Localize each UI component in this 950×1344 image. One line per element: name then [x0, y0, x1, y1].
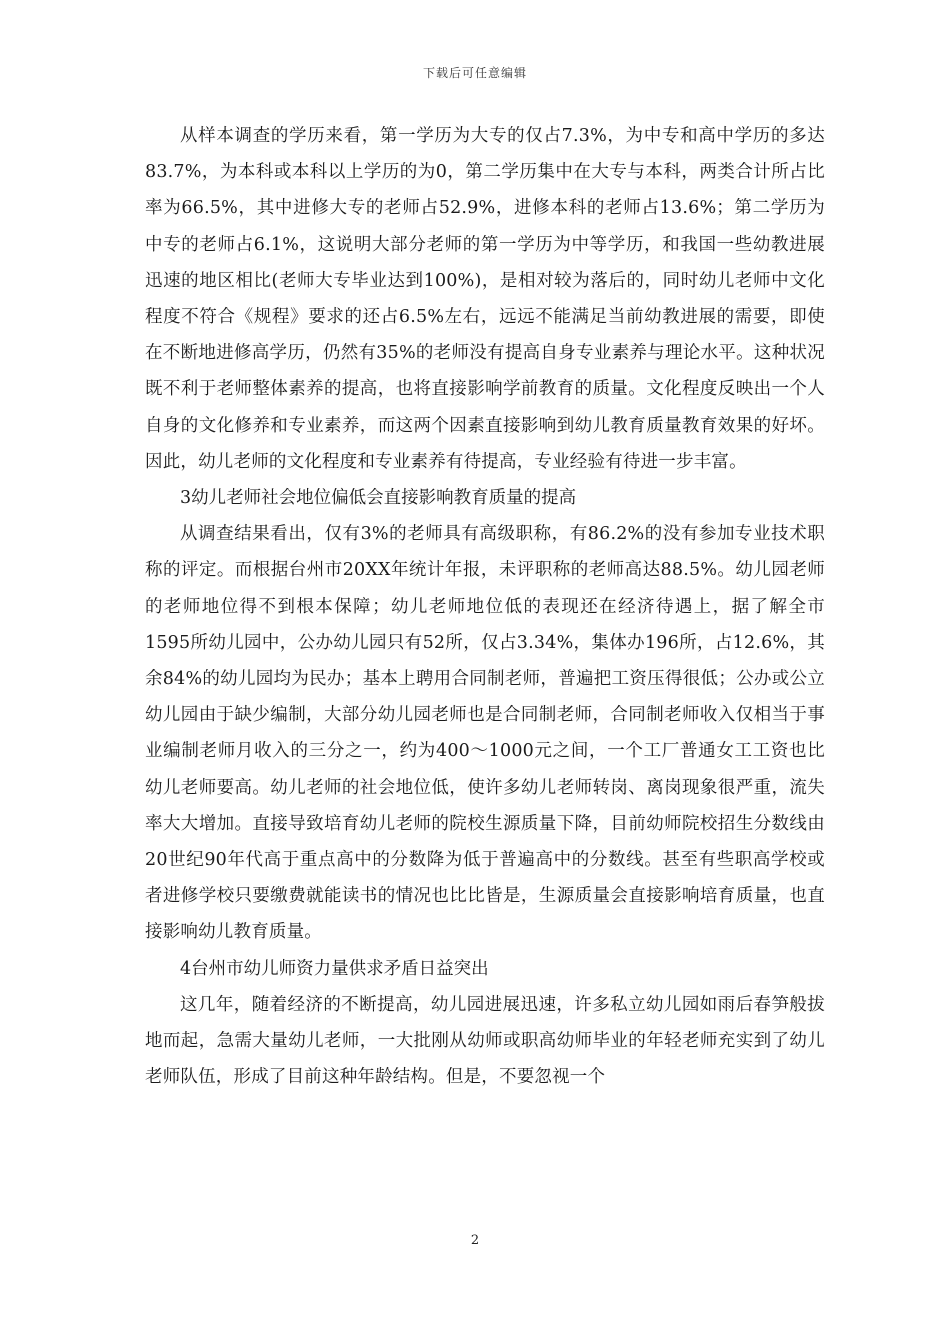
section-heading-3: 3幼儿老师社会地位偏低会直接影响教育质量的提高	[180, 488, 577, 509]
paragraph-social-status: 从调查结果看出，仅有3%的老师具有高级职称，有86.2%的没有参加专业技术职称的评定。而根据台州市20XX年统计年报，未评职称的老师高达88.5%。幼儿园老师的老师地位得不到根本保障；幼儿老师地位低的表现还在经济待遇上，据了解全市1595所幼儿园中，公办幼儿园只有52所，仅占3.34%，集体办196所，占12.6%，其余84%的幼儿园均为民办；基本上聘用合同制老师，普遍把工资压得很低；公办或公立幼儿园由于缺少编制，大部分幼儿园老师也是合同制老师，合同制老师收入仅相当于事业编制老师月收入的三分之一，约为400～1000元之间，一个工厂普通女工工资也比幼儿老师要高。幼儿老师的社会地位低，使许多幼儿老师转岗、离岗现象很严重，流失率大大增加。直接导致培育幼儿老师的院校生源质量下降，目前幼师院校招生分数线由20世纪90年代高于重点高中的分数降为低于普遍高中的分数线。甚至有些职高学校或者进修学校只要缴费就能读书的情况也比比皆是，生源质量会直接影响培育质量，也直接影响幼儿教育质量。	[145, 524, 825, 943]
document-body	[145, 118, 825, 1095]
section-heading-4: 4台州市幼儿师资力量供求矛盾日益突出	[180, 958, 489, 979]
paragraph-education-background: 从样本调查的学历来看，第一学历为大专的仅占7.3%，为中专和高中学历的多达83.7%，为本科或本科以上学历的为0，第二学历集中在大专与本科，两类合计所占比率为66.5%，其中进修大专的老师占52.9%，进修本科的老师占13.6%；第二学历为中专的老师占6.1%，这说明大部分老师的第一学历为中等学历，和我国一些幼教进展迅速的地区相比(老师大专毕业达到100%)，是相对较为落后的，同时幼儿老师中文化程度不符合《规程》要求的还占6.5%左右，远远不能满足当前幼教进展的需要，即使在不断地进修高学历，仍然有35%的老师没有提高自身专业素养与理论水平。这种状况既不利于老师整体素养的提高，也将直接影响学前教育的质量。文化程度反映出一个人自身的文化修养和专业素养，而这两个因素直接影响到幼儿教育质量教育效果的好坏。因此，幼儿老师的文化程度和专业素养有待提高，专业经验有待进一步丰富。	[145, 126, 825, 472]
page-number: 2	[470, 1233, 480, 1248]
paragraph-supply-demand: 这几年，随着经济的不断提高，幼儿园进展迅速，许多私立幼儿园如雨后春笋般拔地而起，急需大量幼儿老师，一大批刚从幼师或职高幼师毕业的年轻老师充实到了幼儿老师队伍，形成了目前这种年龄结构。但是，不要忽视一个	[145, 994, 825, 1088]
page-header: 下载后可任意编辑	[422, 66, 527, 80]
